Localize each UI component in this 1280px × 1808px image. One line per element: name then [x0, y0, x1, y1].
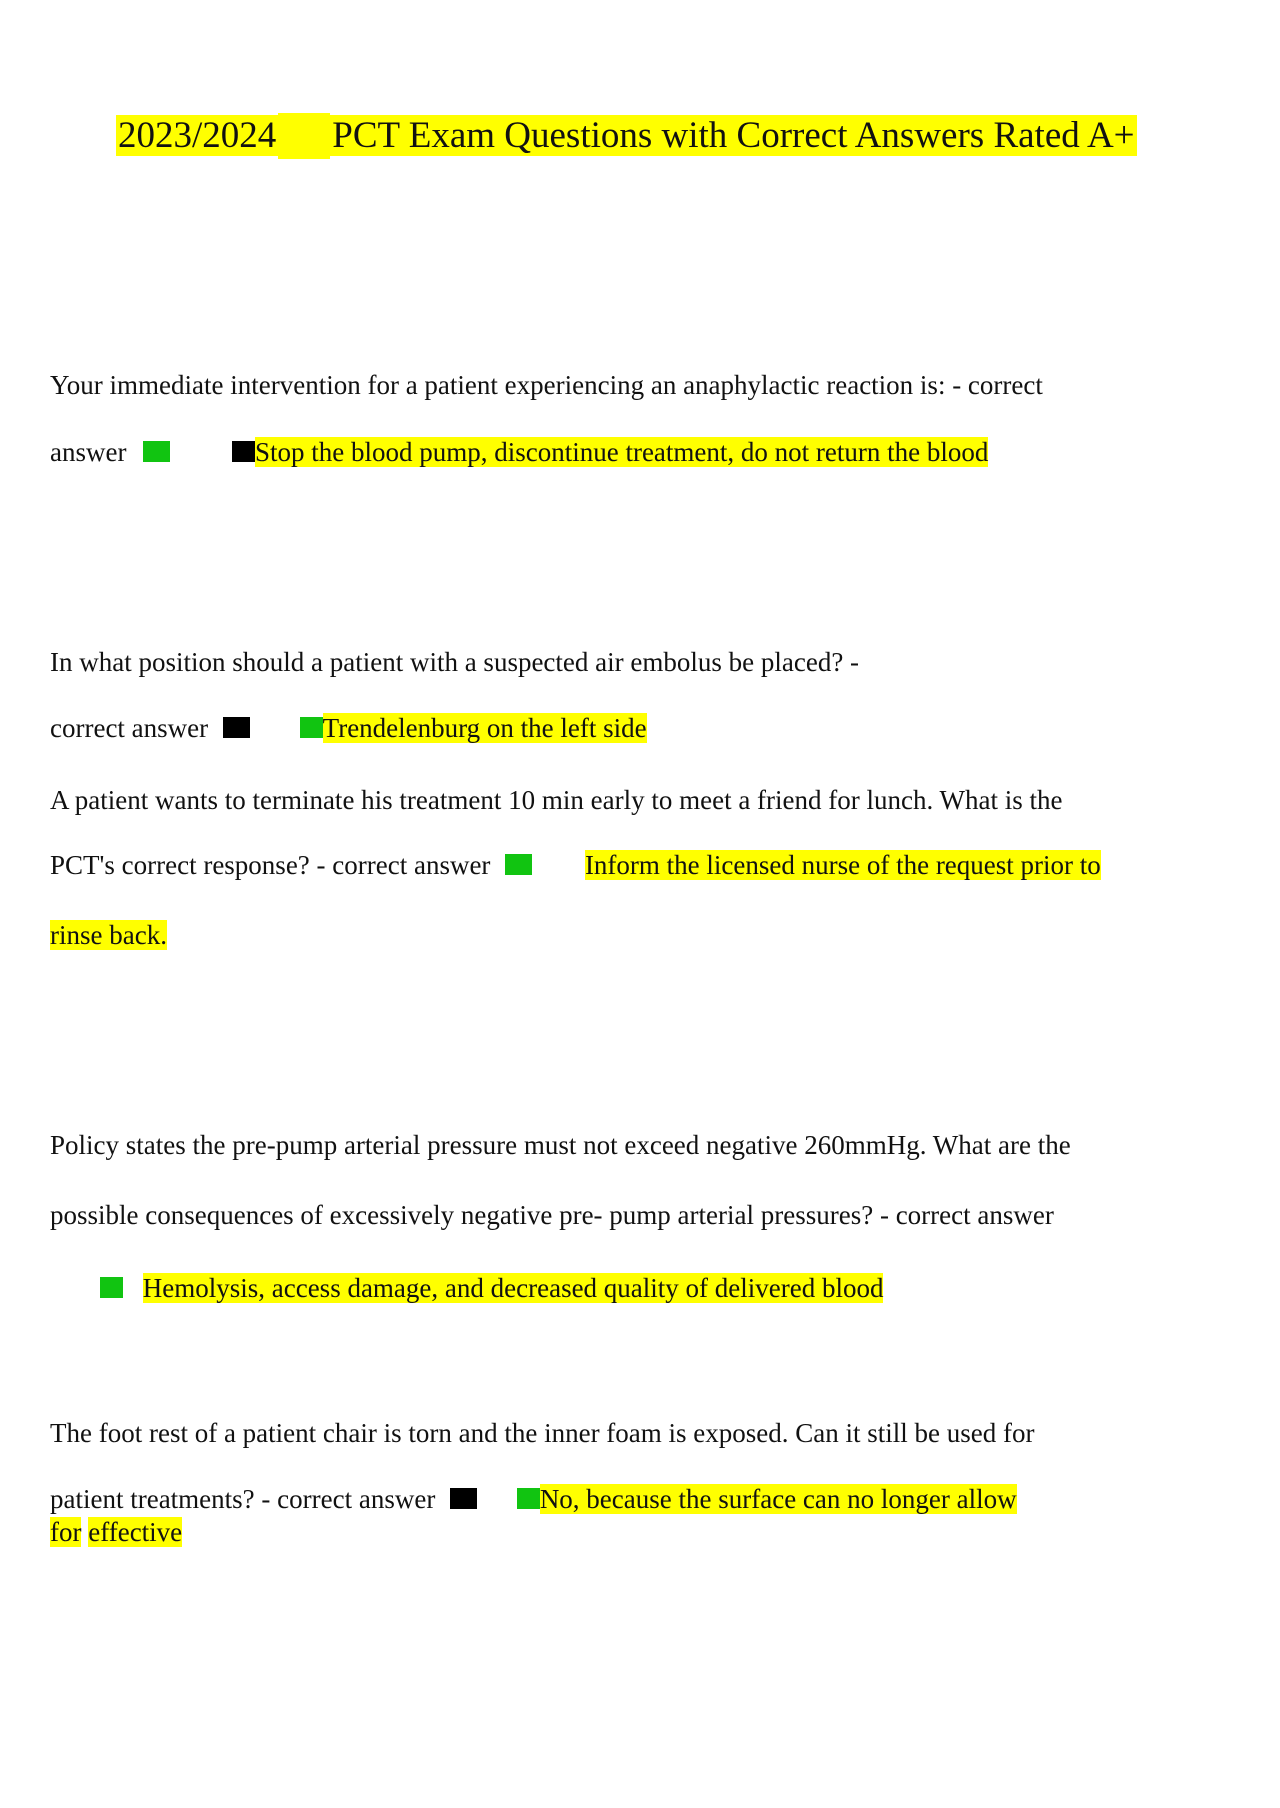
question-3-answer-line-1: Inform the licensed nurse of the request prior to	[584, 850, 1101, 880]
black-square-icon	[223, 717, 250, 738]
question-5-line-3	[50, 1515, 182, 1549]
question-2-line-1: In what position should a patient with a suspected air embolus be placed? -	[50, 647, 860, 677]
question-1-answer: Stop the blood pump, discontinue treatment, do not return the blood	[254, 437, 989, 467]
green-square-icon	[143, 441, 170, 462]
green-square-icon	[505, 854, 532, 875]
black-square-icon	[232, 441, 255, 462]
question-5-answer-line-2a: for	[50, 1517, 82, 1547]
question-5-line-1: The foot rest of a patient chair is torn and the inner foam is exposed. Can it still be used for	[50, 1418, 1035, 1448]
question-2-correct-answer-label: correct answer	[50, 713, 209, 743]
question-4-line-3	[100, 1271, 883, 1305]
title-text: PCT Exam Questions with Correct Answers Rated A+	[332, 115, 1135, 156]
question-1-line-1: Your immediate intervention for a patient experiencing an anaphylactic reaction is: - correct	[50, 370, 1043, 400]
question-1-correct-answer-label: answer	[50, 437, 127, 467]
green-square-icon	[100, 1277, 123, 1298]
title-gap	[278, 113, 330, 159]
title-year: 2023/2024	[118, 115, 277, 156]
question-4-line-1: Policy states the pre-pump arterial pressure must not exceed negative 260mmHg. What are the	[50, 1130, 1071, 1160]
question-5-answer-line-1: No, because the surface can no longer allow	[539, 1484, 1017, 1514]
green-square-icon	[517, 1488, 540, 1509]
question-3-correct-answer-label: PCT's correct response? - correct answer	[50, 850, 491, 880]
question-3-answer-line-2: rinse back.	[50, 920, 167, 950]
page-title	[116, 113, 1137, 159]
question-3-line-2	[50, 848, 1101, 882]
black-square-icon	[450, 1488, 477, 1509]
question-3-line-3	[50, 918, 167, 952]
question-4-line-2: possible consequences of excessively negative pre- pump arterial pressures? - correct answer	[50, 1200, 1054, 1230]
question-5-line-2	[50, 1482, 1017, 1516]
question-3-line-1: A patient wants to terminate his treatment 10 min early to meet a friend for lunch. What is the	[50, 785, 1063, 815]
question-2-answer: Trendelenburg on the left side	[322, 713, 647, 743]
question-4-answer: Hemolysis, access damage, and decreased quality of delivered blood	[142, 1273, 884, 1303]
question-5-answer-line-2b: effective	[88, 1517, 183, 1547]
question-5-correct-answer-label: patient treatments? - correct answer	[50, 1484, 436, 1514]
question-1-line-2	[50, 435, 988, 469]
green-square-icon	[300, 717, 323, 738]
question-2-line-2	[50, 711, 647, 745]
